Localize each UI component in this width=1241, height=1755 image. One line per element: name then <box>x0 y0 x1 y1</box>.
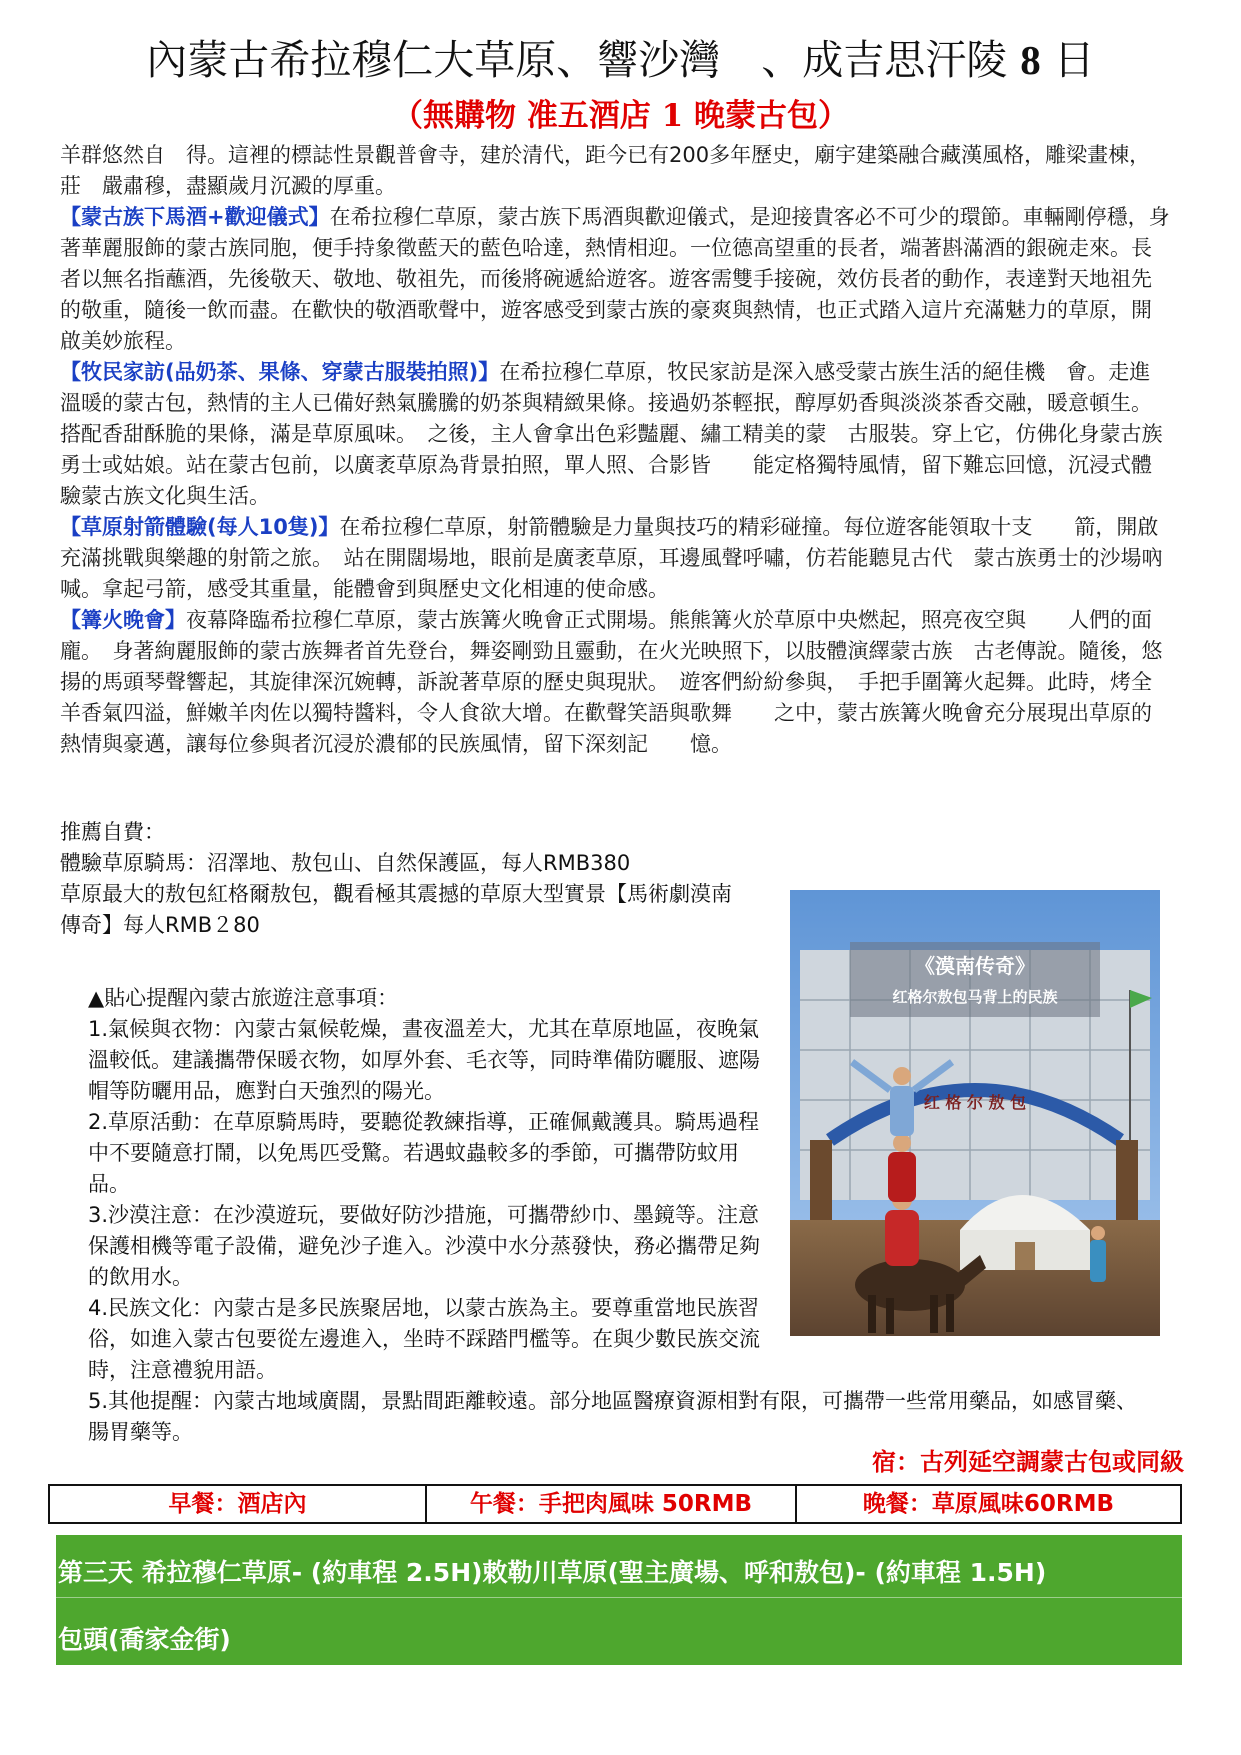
itinerary-body <box>60 140 1170 760</box>
day-three-header <box>56 1535 1182 1665</box>
section-heading: 【草原射箭體驗(每人10隻)】 <box>60 515 340 539</box>
section-heading: 【篝火晚會】 <box>60 608 186 632</box>
tip-item: 1.氣候與衣物：內蒙古氣候乾燥，晝夜溫差大，尤其在草原地區，夜晚氣溫較低。建議攜帶保暖衣物，如厚外套、毛衣等，同時準備防曬服、遮陽帽等防曬用品，應對白天強烈的陽光。 <box>88 1017 760 1103</box>
sign-title: 《漠南传奇》 <box>915 954 1035 978</box>
optional-item: 體驗草原騎馬：沼澤地、敖包山、自然保護區，每人RMB380 <box>60 851 631 875</box>
tip-item: 4.民族文化：內蒙古是多民族聚居地，以蒙古族為主。要尊重當地民族習俗，如進入蒙古包要從左邊進入，坐時不踩踏門檻等。在與少數民族交流時，注意禮貌用語。 <box>88 1296 760 1382</box>
travel-tips <box>88 983 1188 1448</box>
section-welcome: 【蒙古族下馬酒+歡迎儀式】在希拉穆仁草原，蒙古族下馬酒與歡迎儀式，是迎接貴客必不可少的環節。車輛剛停穩，身著華麗服飾的蒙古族同胞，便手持象徵藍天的藍色哈達，熱情相迎。一位德高望重的長者，端著斟滿酒的銀碗走來。長者以無名指蘸酒，先後敬天、敬地、敬祖先，而後將碗遞給遊客。遊客需雙手接碗，效仿長者的動作，表達對天地祖先的敬重，隨後一飲而盡。在歡快的敬酒歌聲中，遊客感受到蒙古族的豪爽與熱情，也正式踏入這片充滿魅力的草原，開啟美妙旅程。 <box>60 205 1170 353</box>
meal-dinner: 晚餐：草原風味60RMB <box>862 1491 1115 1517</box>
arch-text: 红 格 尔 敖 包 <box>923 1093 1027 1112</box>
tip-item: 5.其他提醒：內蒙古地域廣闊，景點間距離較遠。部分地區醫療資源相對有限，可攜帶一些常用藥品，如感冒藥、腸胃藥等。 <box>88 1389 1138 1444</box>
day-bar-divider <box>56 1597 1182 1598</box>
tips-heading: ▲貼心提醒內蒙古旅遊注意事項： <box>88 986 399 1010</box>
page-title: 內蒙古希拉穆仁大草原、響沙灣 、成吉思汗陵 8 日 <box>146 36 1095 84</box>
meal-lunch: 午餐：手把肉風味 50RMB <box>427 1486 797 1522</box>
day-three-route: 第三天 希拉穆仁草原- (約車程 2.5H)敕勒川草原(聖主廣場、呼和敖包)- (約車程 1.5H) <box>58 1558 1047 1587</box>
section-archery: 【草原射箭體驗(每人10隻)】在希拉穆仁草原，射箭體驗是力量與技巧的精彩碰撞。每位遊客能領取十支 箭，開啟充滿挑戰與樂趣的射箭之旅。 站在開闊場地，眼前是廣袤草原，耳邊風聲呼嘯，仿若能聽見古代 蒙古族勇士的沙場吶喊。拿起弓箭，感受其重量，能體會到與歷史文化相連的使命感。 <box>60 515 1163 601</box>
intro-paragraph: 羊群悠然自 得。這裡的標誌性景觀普會寺，建於清代，距今已有200多年歷史，廟宇建築融合藏漢風格，雕梁畫棟，莊 嚴肅穆，盡顯歲月沉澱的厚重。 <box>60 143 1151 198</box>
optional-item: 草原最大的敖包紅格爾敖包，觀看極其震撼的草原大型實景【馬術劇漠南傳奇】每人RMB２80 <box>60 882 732 937</box>
section-heading: 【蒙古族下馬酒+歡迎儀式】 <box>60 205 330 229</box>
tip-item: 2.草原活動：在草原騎馬時，要聽從教練指導，正確佩戴護具。騎馬過程中不要隨意打鬧，以免馬匹受驚。若遇蚊蟲較多的季節，可攜帶防蚊用品。 <box>88 1110 760 1196</box>
day-three-destination: 包頭(喬家金街) <box>58 1625 231 1654</box>
optional-activities <box>60 817 760 941</box>
section-bonfire: 【篝火晚會】夜幕降臨希拉穆仁草原，蒙古族篝火晚會正式開場。熊熊篝火於草原中央燃起，照亮夜空與 人們的面龐。 身著絢麗服飾的蒙古族舞者首先登台，舞姿剛勁且靈動，在火光映照下，以肢體演繹蒙古族 古老傳說。隨後，悠揚的馬頭琴聲響起，其旋律深沉婉轉，訴說著草原的歷史與現狀。 遊客們紛紛參與， 手把手圍篝火起舞。此時，烤全羊香氣四溢，鮮嫩羊肉佐以獨特醬料，令人食欲大增。在歡聲笑語與歌舞 之中，蒙古族篝火晚會充分展現出草原的熱情與豪邁，讓每位參與者沉浸於濃郁的民族風情，留下深刻記 憶。 <box>60 608 1163 756</box>
section-herder-visit: 【牧民家訪(品奶茶、果條、穿蒙古服裝拍照)】在希拉穆仁草原，牧民家訪是深入感受蒙古族生活的絕佳機 會。走進溫暖的蒙古包，熱情的主人已備好熱氣騰騰的奶茶與精緻果條。接過奶茶輕抿，醇厚奶香與淡淡茶香交融，暖意頓生。搭配香甜酥脆的果條，滿是草原風味。 之後，主人會拿出色彩豔麗、繡工精美的蒙 古服裝。穿上它，仿佛化身蒙古族勇士或姑娘。站在蒙古包前，以廣袤草原為背景拍照，單人照、合影皆 能定格獨特風情，留下難忘回憶，沉浸式體驗蒙古族文化與生活。 <box>60 360 1163 508</box>
accommodation-line: 宿：古列延空調蒙古包或同級 <box>872 1448 1184 1476</box>
optional-heading: 推薦自費： <box>60 820 165 844</box>
tip-item: 3.沙漠注意：在沙漠遊玩，要做好防沙措施，可攜帶紗巾、墨鏡等。注意保護相機等電子設備，避免沙子進入。沙漠中水分蒸發快，務必攜帶足夠的飲用水。 <box>88 1203 760 1289</box>
page-subtitle: （無購物 准五酒店 1 晚蒙古包） <box>392 98 849 134</box>
section-heading: 【牧民家訪(品奶茶、果條、穿蒙古服裝拍照)】 <box>60 360 500 384</box>
meals-table <box>48 1484 1182 1524</box>
meal-breakfast: 早餐：酒店內 <box>50 1486 427 1522</box>
sign-subtitle: 红格尔敖包马背上的民族 <box>892 988 1058 1006</box>
